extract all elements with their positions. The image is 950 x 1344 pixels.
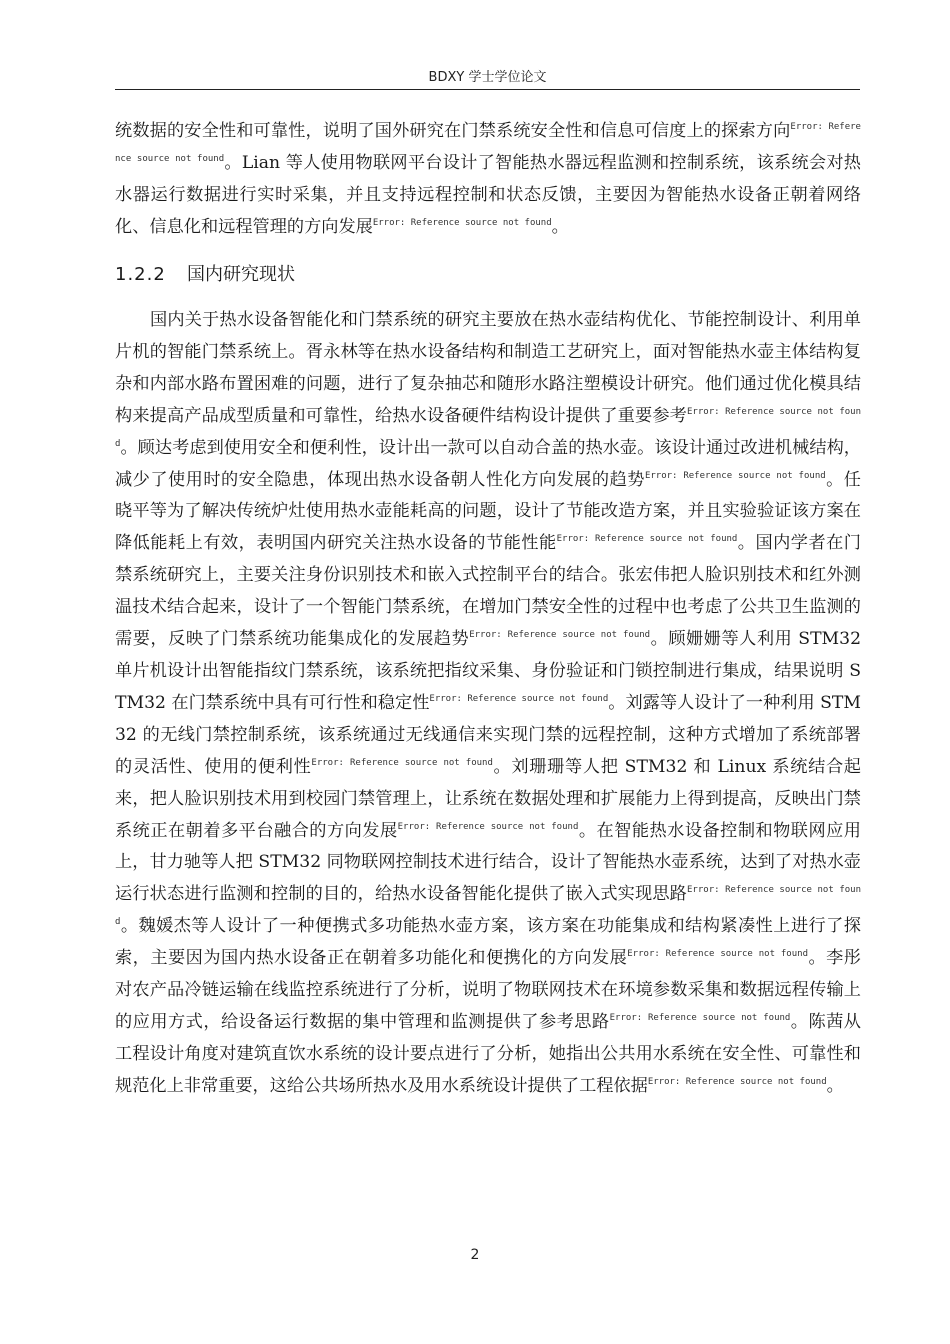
citation-error-marker: Error: Reference source not found	[372, 217, 552, 228]
section-number: 1.2.2	[115, 264, 166, 285]
body-text-segment: 。刘珊珊等人把 STM32 和 Linux 系统结合起来，把人脸识别技术用到校园门禁管理上，让系统在数据处理和扩展能力上得到提高，反映出门禁系统正在朝着多平台融合的方向发展	[115, 756, 861, 841]
body-text-segment: 。	[551, 216, 569, 237]
citation-error-marker: Error: Reference source not found	[644, 470, 826, 481]
body-text-segment: 。在智能热水设备控制和物联网应用上，甘力驰等人把 STM32 同物联网控制技术进行结合，设计了智能热水壶系统，达到了对热水壶运行状态进行监测和控制的目的，给热水设备智能化提供了嵌入式实现思路	[115, 820, 861, 905]
body-text-segment: 。刘露等人设计了一种利用 STM32 的无线门禁控制系统，该系统通过无线通信来实现门禁的远程控制，这种方式增加了系统部署的灵活性、使用的便利性	[115, 692, 861, 777]
section-heading	[115, 260, 295, 286]
page-header-title: BDXY 学士学位论文	[428, 70, 547, 85]
body-text-segment: 国内关于热水设备智能化和门禁系统的研究主要放在热水壶结构优化、节能控制设计、利用单片机的智能门禁系统上。胥永林等在热水设备结构和制造工艺研究上，面对智能热水壶主体结构复杂和内部水路布置困难的问题，进行了复杂抽芯和随形水路注塑模设计研究。他们通过优化模具结构来提高产品成型质量和可靠性，给热水设备硬件结构设计提供了重要参考	[115, 310, 861, 426]
citation-error-marker: Error: Reference source not found	[647, 1076, 827, 1087]
citation-error-marker: Error: Reference source not found	[429, 693, 609, 704]
body-text-segment: 。魏媛杰等人设计了一种便携式多功能热水壶方案，该方案在功能集成和结构紧凑性上进行了探索，主要因为国内热水设备正在朝着多功能化和便携化的方向发展	[115, 916, 861, 969]
body-text-segment: 。	[826, 1075, 844, 1096]
citation-error-marker: Error: Reference source not found	[115, 122, 861, 164]
header-rule	[115, 89, 860, 90]
body-text-segment: 。Lian 等人使用物联网平台设计了智能热水器远程监测和控制系统，该系统会对热水器运行数据进行实时采集，并且支持远程控制和状态反馈，主要因为智能热水设备正朝着网络化、信息化和远程管理的方向发展	[115, 152, 861, 237]
citation-error-marker: Error: Reference source not found	[115, 406, 861, 449]
body-text-segment: 。李彤对农产品冷链运输在线监控系统进行了分析，说明了物联网技术在环境参数采集和数据远程传输上的应用方式，给设备运行数据的集中管理和监测提供了参考思路	[115, 948, 861, 1032]
citation-error-marker: Error: Reference source not found	[627, 949, 808, 960]
paragraph-domestic-research	[115, 305, 861, 1103]
section-title: 国内研究现状	[187, 264, 295, 285]
citation-error-marker: Error: Reference source not found	[115, 885, 861, 928]
citation-error-marker: Error: Reference source not found	[397, 821, 579, 832]
citation-error-marker: Error: Reference source not found	[556, 534, 738, 545]
citation-error-marker: Error: Reference source not found	[609, 1012, 791, 1023]
paragraph-foreign-research-continued	[115, 116, 861, 244]
body-text-segment: 统数据的安全性和可靠性，说明了国外研究在门禁系统安全性和信息可信度上的探索方向	[115, 121, 791, 141]
body-text-segment: 。陈茜从工程设计角度对建筑直饮水系统的设计要点进行了分析，她指出公共用水系统在安全性、可靠性和规范化上非常重要，这给公共场所热水及用水系统设计提供了工程依据	[115, 1011, 861, 1096]
body-text-segment: 。顾姗姗等人利用 STM32 单片机设计出智能指纹门禁系统，该系统把指纹采集、身份验证和门锁控制进行集成，结果说明 STM32 在门禁系统中具有可行性和稳定性	[115, 629, 862, 713]
body-text-segment: 。顾达考虑到使用安全和便利性，设计出一款可以自动合盖的热水壶。该设计通过改进机械结构，减少了使用时的安全隐患，体现出热水设备朝人性化方向发展的趋势	[115, 437, 861, 490]
body-text-segment: 。国内学者在门禁系统研究上，主要关注身份识别技术和嵌入式控制平台的结合。张宏伟把人脸识别技术和红外测温技术结合起来，设计了一个智能门禁系统，在增加门禁安全性的过程中也考虑了公共卫生监测的需要，反映了门禁系统功能集成化的发展趋势	[115, 533, 861, 650]
citation-error-marker: Error: Reference source not found	[469, 630, 651, 641]
body-text-segment: 。任晓平等为了解决传统炉灶使用热水壶能耗高的问题，设计了节能改造方案，并且实验验证该方案在降低能耗上有效，表明国内研究关注热水设备的节能性能	[115, 469, 861, 554]
citation-error-marker: Error: Reference source not found	[311, 757, 493, 768]
page-number: 2	[470, 1247, 480, 1263]
